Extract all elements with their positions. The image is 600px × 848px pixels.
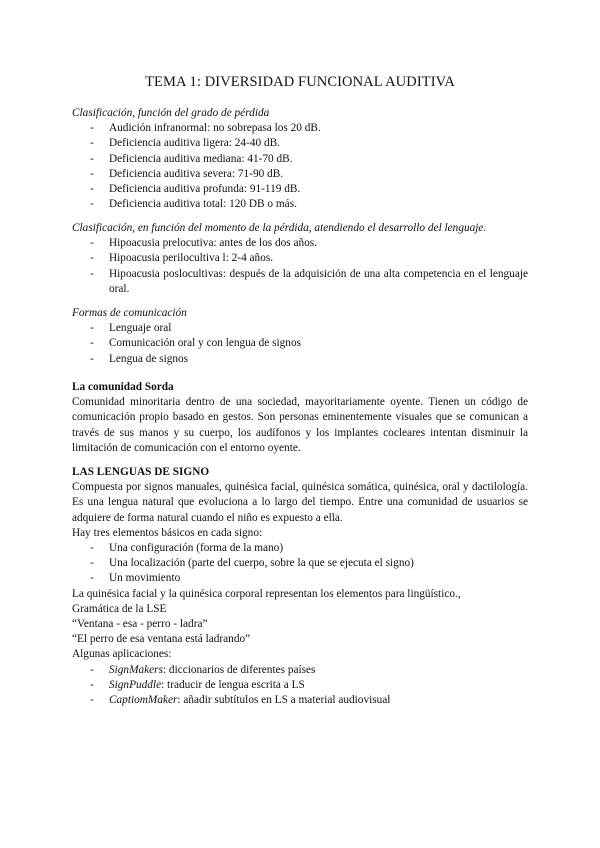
list-elementos [72,541,528,587]
section-heading: La comunidad Sorda [72,381,174,393]
list-item: - Lengua de signos [72,352,528,367]
grammar-line: Gramática de la LSE [72,602,167,615]
app-desc: : traducir de lengua escrita a LS [161,678,305,691]
apps-intro: Algunas aplicaciones: [72,648,172,661]
app-name: SignPuddle [109,678,162,691]
list-item: - Lenguaje oral [72,321,528,336]
list-item: - Deficiencia auditiva profunda: 91-119 dB. [72,182,528,197]
section-heading: LAS LENGUAS DE SIGNO [72,466,210,478]
list-item: - Deficiencia auditiva mediana: 41-70 dB. [72,152,528,167]
section-heading: Formas de comunicación [72,307,187,319]
list-grado-perdida [72,121,528,212]
elements-intro: Hay tres elementos básicos en cada signo: [72,526,263,539]
list-item: - Audición infranormal: no sobrepasa los 20 dB. [72,121,528,136]
list-item: - Hipoacusia prelocutiva: antes de los dos años. [72,236,528,251]
section-momento-perdida [72,221,528,297]
list-item: - Hipoacusia perilocultiva l: 2-4 años. [72,251,528,266]
list-item: - Un movimiento [72,571,528,586]
app-name: CaptiomMaker [109,694,178,707]
example-line: “Ventana - esa - perro - ladra” [72,618,208,631]
section-paragraph: Comunidad minoritaria dentro de una sociedad, mayoritariamente oyente. Tienen un código de comunicación propio basado en gestos. Son personas eminentemente visuales que se comunican a través de sus manos y su cuerpo, los audífonos y los implantes cocleares intentan disminuir la limitación de comunicación con el entorno oyente. [72,396,528,454]
list-item [72,678,528,693]
list-item: - Una configuración (forma de la mano) [72,541,528,556]
list-item: - Hipoacusia poslocultivas: después de la adquisición de una alta competencia en el lenguaje oral. [72,267,528,297]
list-item: - Deficiencia auditiva ligera: 24-40 dB. [72,136,528,151]
app-desc: : añadir subtítulos en LS a material audiovisual [177,694,391,707]
list-aplicaciones [72,663,528,709]
section-paragraph: Compuesta por signos manuales, quinésica facial, quinésica somática, quinésica, oral y dactilología. Es una lengua natural que evoluciona a lo largo del tiempo. Entre una comunidad de usuarios se adquiere de forma natural cuando el niño es expuesto a ella. [72,481,528,524]
section-comunidad-sorda [72,380,528,456]
section-heading: Clasificación, función del grado de pérdida [72,107,270,119]
list-item: - Deficiencia auditiva total: 120 DB o más. [72,197,528,212]
section-formas-comunicacion [72,306,528,367]
app-desc: : diccionarios de diferentes países [162,663,316,676]
section-lenguas-signo [72,465,528,708]
list-item [72,693,528,708]
example-line: “El perro de esa ventana está ladrando” [72,633,251,646]
list-item: - Una localización (parte del cuerpo, sobre la que se ejecuta el signo) [72,556,528,571]
list-item: - Comunicación oral y con lengua de signos [72,336,528,351]
list-item [72,663,528,678]
section-grado-perdida [72,106,528,212]
app-name: SignMakers [109,663,163,676]
page-title: TEMA 1: DIVERSIDAD FUNCIONAL AUDITIVA [145,74,455,90]
quinesica-line: La quinésica facial y la quinésica corporal representan los elementos para lingüístico., [72,587,461,600]
list-momento-perdida [72,236,528,297]
list-formas-comunicacion [72,321,528,367]
section-heading: Clasificación, en función del momento de la pérdida, atendiendo el desarrollo del lenguaje. [72,222,487,234]
list-item: - Deficiencia auditiva severa: 71-90 dB. [72,167,528,182]
